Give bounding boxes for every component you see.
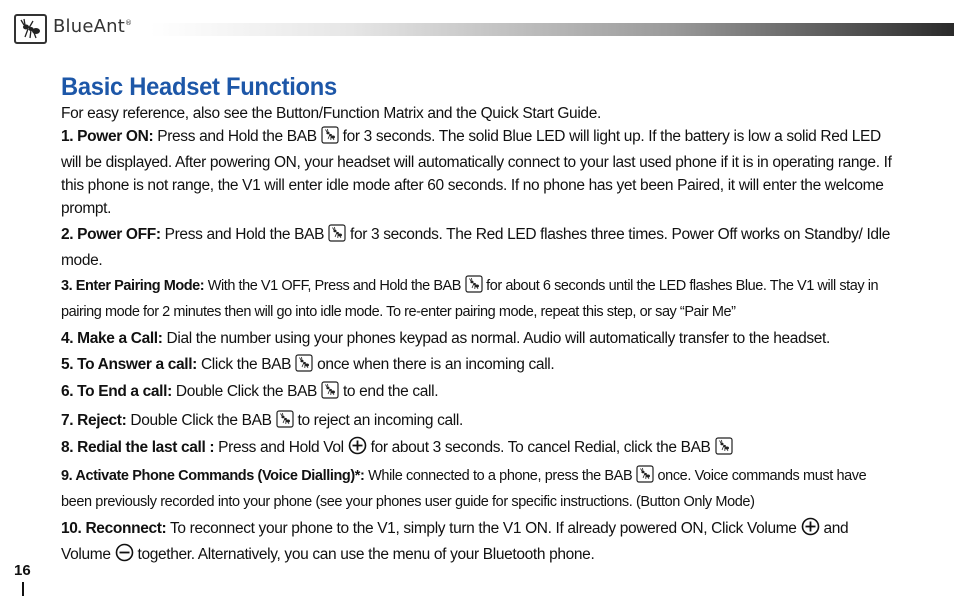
bab-button-icon	[276, 410, 294, 435]
bab-button-icon	[321, 381, 339, 406]
item-reject: 7. Reject: Double Click the BAB to reject an incoming call.	[61, 409, 897, 435]
brand-name: BlueAnt®	[53, 16, 133, 37]
item-end-call: 6. To End a call: Double Click the BAB to end the call.	[61, 380, 897, 406]
page-number: 16	[14, 562, 31, 579]
item-power-on: 1. Power ON: Press and Hold the BAB for 3 seconds. The solid Blue LED will light up. If the battery is low a solid Red LED will be displayed. After powering ON, your headset will automatically connect to your last used phone if it is in operating range. If this phone is not range, the V1 will enter idle mode after 60 seconds. If no phone has yet been Paired, it will enter the welcome prompt.	[61, 128, 892, 217]
item-power-off: 2. Power OFF: Press and Hold the BAB for 3 seconds. The Red LED flashes three times. Power Off works on Standby/ Idle mode.	[61, 226, 891, 269]
bab-button-icon	[636, 465, 654, 491]
header-gradient-bar	[150, 23, 954, 36]
page-title: Basic Headset Functions	[61, 73, 337, 101]
bab-button-icon	[328, 224, 346, 249]
page-number-divider	[22, 582, 24, 596]
page-header	[0, 0, 954, 50]
main-content	[61, 72, 897, 569]
item-voice-commands: 9. Activate Phone Commands (Voice Dialling)*: While connected to a phone, press the BAB once. Voice commands must have been previously recorded into your phone (see your phones user guide for specific instructions. (Button Only Mode)	[61, 465, 897, 514]
bab-button-icon	[295, 354, 313, 379]
bab-button-icon	[715, 437, 733, 462]
volume-minus-icon	[115, 543, 134, 569]
item-reconnect: 10. Reconnect: To reconnect your phone to the V1, simply turn the V1 ON. If already powered ON, Click Volume and Volume together. Alternatively, you can use the menu of your Bluetooth phone.	[61, 517, 897, 569]
volume-plus-icon	[348, 436, 367, 462]
ant-icon	[16, 16, 45, 42]
item-answer-call: 5. To Answer a call: Click the BAB once when there is an incoming call.	[61, 353, 897, 379]
item-redial: 8. Redial the last call : Press and Hold Vol for about 3 seconds. To cancel Redial, click the BAB	[61, 436, 897, 462]
item-make-call: 4. Make a Call: Dial the number using your phones keypad as normal. Audio will automatically transfer to the headset.	[61, 330, 830, 347]
item-enter-pairing: 3. Enter Pairing Mode: With the V1 OFF, Press and Hold the BAB for about 6 seconds until the LED flashes Blue. The V1 will stay in pairing mode for 2 minutes then will go into idle mode. To re-enter pairing mode, repeat this step, or say “Pair Me”	[61, 275, 897, 324]
bab-button-icon	[465, 275, 483, 301]
volume-plus-icon	[801, 517, 820, 543]
intro-text: For easy reference, also see the Button/Function Matrix and the Quick Start Guide.	[61, 105, 601, 122]
blueant-logo	[14, 14, 47, 44]
bab-button-icon	[321, 126, 339, 151]
